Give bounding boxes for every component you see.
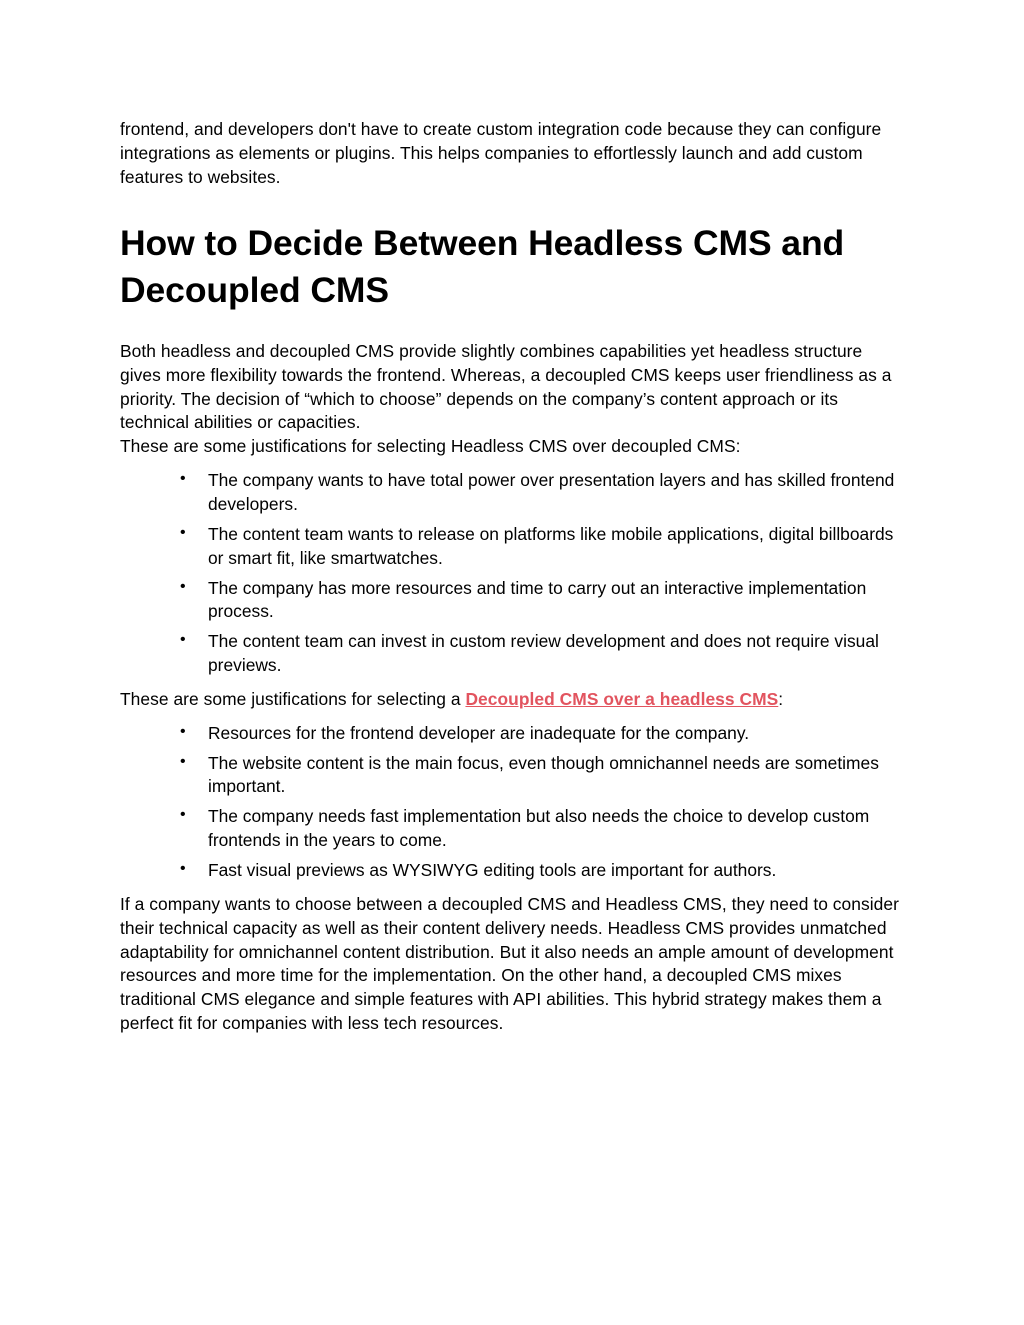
list-item: • The company needs fast implementation but also needs the choice to develop custom frontends in the years to come. — [180, 805, 904, 853]
list-item: • Resources for the frontend developer are inadequate for the company. — [180, 722, 904, 746]
paragraph-1: Both headless and decoupled CMS provide slightly combines capabilities yet headless structure gives more flexibility towards the frontend. Whereas, a decoupled CMS keeps user friendliness as a priority. The decision of “which to choose” depends on the company’s content approach or its technical abilities or capacities. — [120, 340, 892, 433]
paragraph-2: These are some justifications for selecting Headless CMS over decoupled CMS: — [120, 436, 741, 457]
list-item: • The website content is the main focus, even though omnichannel needs are sometimes important. — [180, 752, 904, 800]
list-item: • The content team can invest in custom review development and does not require visual previews. — [180, 630, 904, 678]
list-item: • The company has more resources and time to carry out an interactive implementation process. — [180, 577, 904, 625]
list-item: • The company wants to have total power over presentation layers and has skilled frontend developers. — [180, 469, 904, 517]
list-item: • The content team wants to release on platforms like mobile applications, digital billboards or smart fit, like smartwatches. — [180, 523, 904, 571]
paragraph-4: If a company wants to choose between a decoupled CMS and Headless CMS, they need to consider their technical capacity as well as their content delivery needs. Headless CMS provides unmatched adaptability for omnichannel content distribution. But it also needs an ample amount of development resources and more time for the implementation. On the other hand, a decoupled CMS mixes traditional CMS elegance and simple features with API abilities. This hybrid strategy makes them a perfect fit for companies with less tech resources. — [120, 893, 899, 1034]
paragraph-3-prefix: These are some justifications for selecting a — [120, 688, 466, 709]
intro-paragraph: frontend, and developers don't have to create custom integration code because they can configure integrations as elements or plugins. This helps companies to effortlessly launch and add custom features to websites. — [120, 119, 882, 187]
document-content — [120, 118, 904, 1036]
decoupled-reasons-list — [120, 722, 904, 883]
paragraph-3 — [120, 688, 904, 712]
list-item: • Fast visual previews as WYSIWYG editing tools are important for authors. — [180, 859, 904, 883]
decoupled-cms-link[interactable]: Decoupled CMS over a headless CMS — [465, 688, 779, 709]
paragraph-3-suffix: : — [778, 688, 784, 709]
headless-reasons-list — [120, 469, 904, 678]
page-title: How to Decide Between Headless CMS and Decoupled CMS — [120, 222, 845, 310]
